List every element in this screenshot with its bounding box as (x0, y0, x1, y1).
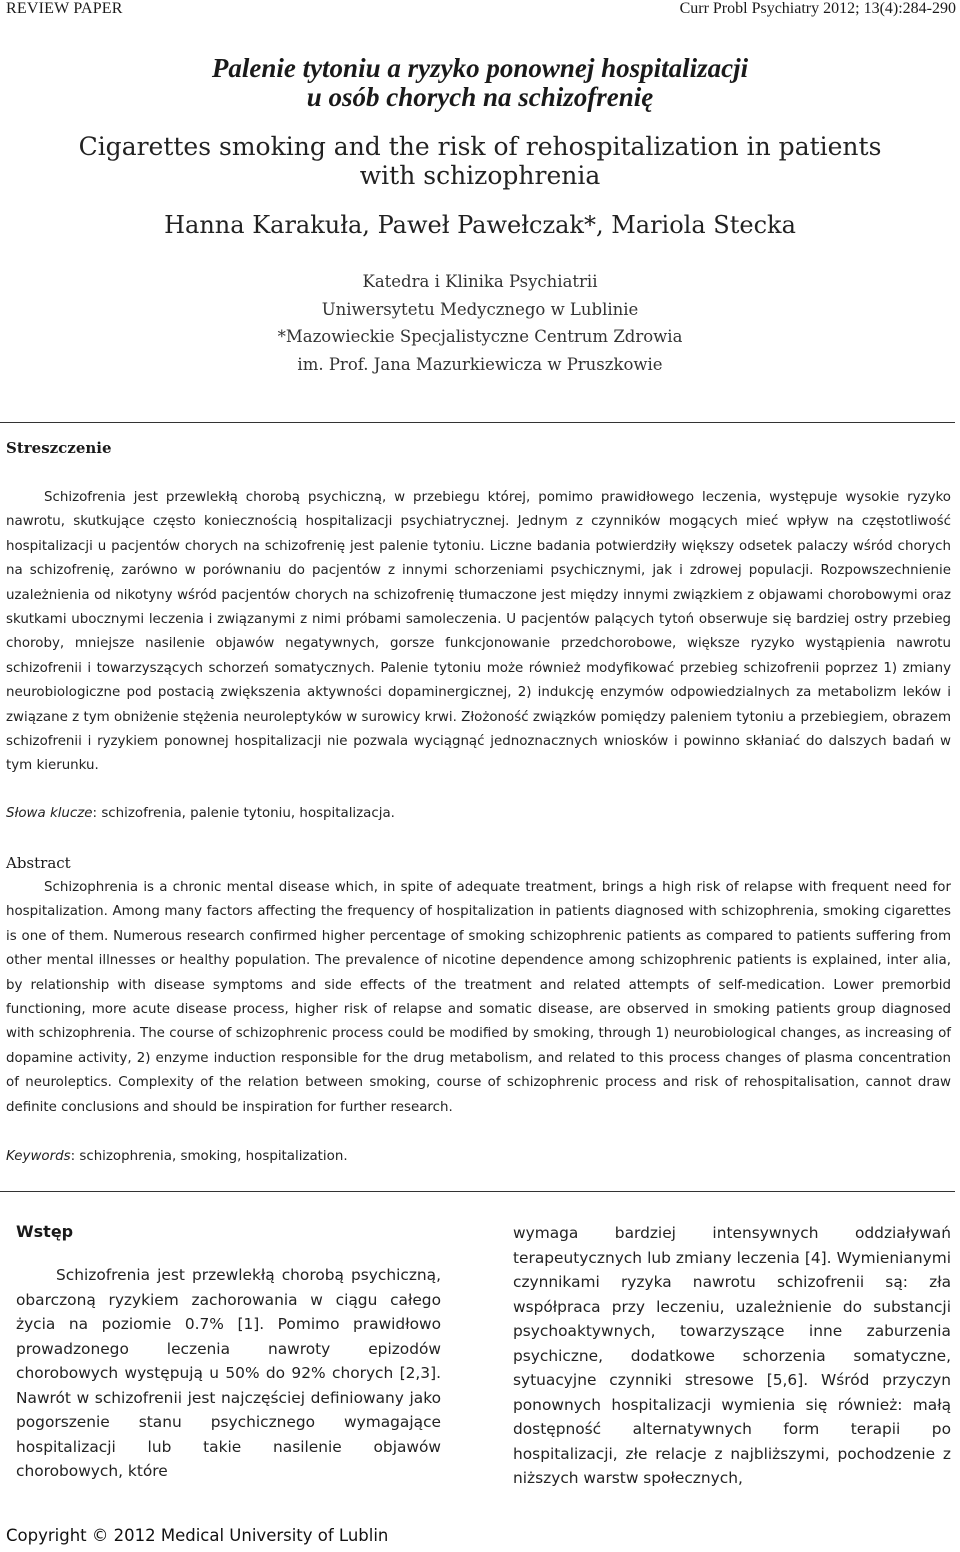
affiliations (0, 268, 960, 378)
affiliation-line: *Mazowieckie Specjalistyczne Centrum Zdrowia (277, 327, 683, 346)
title-polish (0, 54, 960, 112)
slowa-klucze-value: : schizofrenia, palenie tytoniu, hospitalizacja. (92, 806, 395, 821)
keywords-label: Keywords (6, 1149, 71, 1164)
streszczenie-heading: Streszczenie (6, 439, 112, 457)
affiliation-line: im. Prof. Jana Mazurkiewicza w Pruszkowie (297, 354, 663, 374)
intro-right-column (513, 1221, 951, 1491)
title-english-line-1: Cigarettes smoking and the risk of rehospitalization in patients (78, 132, 882, 161)
title-polish-line-2: u osób chorych na schizofrenię (306, 82, 654, 112)
intro-right-text: wymaga bardziej intensywnych oddziaływań terapeutycznych lub zmiany leczenia [4]. Wymienianymi czynnikami ryzyka nawrotu schizofrenii są: zła współpraca przy leczeniu, uzależnienie do substancji psychoaktywnych, towarzyszące inne zaburzenia psychiczne, dodatkowe schorzenia somatyczne, sytuacyjne czynniki stresowe [5,6]. Wśród przyczyn ponownych hospitalizacji wymienia się również: małą dostępność alternatywnych form terapii po hospitalizacji, złe relacje z najbliższymi, pochodzenie z niższych warstw społecznych, (513, 1224, 951, 1487)
title-english-line-2: with schizophrenia (359, 161, 601, 190)
intro-left-column (16, 1222, 441, 1484)
section-divider-top (0, 422, 955, 423)
keywords (6, 1149, 951, 1164)
slowa-klucze-label: Słowa klucze (6, 806, 93, 821)
title-polish-line-1: Palenie tytoniu a ryzyko ponownej hospitalizacji (211, 53, 749, 83)
copyright-footer: Copyright © 2012 Medical University of Lublin (6, 1526, 389, 1545)
journal-section-label: REVIEW PAPER (6, 0, 123, 17)
slowa-klucze (6, 806, 951, 821)
affiliation-line: Katedra i Klinika Psychiatrii (362, 272, 598, 291)
journal-citation: Curr Probl Psychiatry 2012; 13(4):284-290 (679, 0, 956, 17)
intro-heading: Wstęp (16, 1222, 74, 1241)
title-english (0, 132, 960, 190)
abstract-text: Schizophrenia is a chronic mental disease which, in spite of adequate treatment, brings a high risk of relapse with frequent need for hospitalization. Among many factors affecting the frequency of hospitalization in patients diagnosed with schizophrenia, smoking cigarettes is one of them. Numerous research confirmed higher percentage of smoking schizophrenic patients as compared to patients suffering from other mental illnesses or healthy population. The prevalence of nicotine dependence among schizophrenic patients is explained, inter alia, by relationship with disease symptoms and side effects of the treatment and related attempts of self-medication. Lower premorbid functioning, more acute disease process, higher risk of relapse and somatic disease, are observed in smoking patients group diagnosed with schizophrenia. The course of schizophrenic process could be modified by smoking, through 1) neurobiological changes, as increasing of dopamine activity, 2) enzyme induction responsible for the drug metabolism, and related to this process changes of plasma concentration of neuroleptics. Complexity of the relation between smoking, course of schizophrenic process and risk of rehospitalisation, cannot draw definite conclusions and should be inspiration for further research. (6, 880, 951, 1115)
keywords-value: : schizophrenia, smoking, hospitalization. (70, 1149, 348, 1164)
abstract-heading: Abstract (6, 854, 71, 872)
streszczenie-text: Schizofrenia jest przewlekłą chorobą psychiczną, w przebiegu której, pomimo prawidłowego leczenia, występuje wysokie ryzyko nawrotu, skutkujące często koniecznością hospitalizacji psychiatrycznej. Jednym z czynników mogących mieć wpływ na częstotliwość hospitalizacji u pacjentów chorych na schizofrenię jest palenie tytoniu. Liczne badania potwierdziły większy odsetek palaczy wśród chorych na schizofrenię, zarówno w porównaniu do pacjentów z innymi schorzeniami psychicznymi, jak i zdrowej populacji. Rozpowszechnienie uzależnienia od nikotyny wśród pacjentów chorych na schizofrenię tłumaczone jest między innymi związkiem z objawami chorobowymi oraz skutkami ubocznymi leczenia i związanymi z nimi próbami samoleczenia. U pacjentów palących tytoń obserwuje się bardziej ostry przebieg choroby, mniejsze nasilenie objawów negatywnych, gorsze funkcjonowanie przedchorobowe, większe ryzyko wystąpienia nawrotu schizofrenii i towarzyszących schorzeń somatycznych. Palenie tytoniu może również modyfikować przebieg schizofrenii poprzez 1) zmiany neurobiologiczne pod postacią zwiększenia aktywności dopaminergicznej, 2) indukcję enzymów odpowiedzialnych za metabolizm leków i związane z tym obniżenie stężenia neuroleptyków w surowicy krwi. Złożoność związków pomiędzy paleniem tytoniu a przebiegiem, obrazem schizofrenii i ryzykiem ponownej hospitalizacji nie pozwala wyciągnąć jednoznacznych wniosków i powinno skłaniać do dalszych badań w tym kierunku. (6, 490, 951, 774)
affiliation-line: Uniwersytetu Medycznego w Lublinie (321, 299, 639, 319)
intro-left-text: Schizofrenia jest przewlekłą chorobą psychiczną, obarczoną ryzykiem zachorowania w ciągu całego życia na poziomie 0.7% [1]. Pomimo prawidłowo prowadzonego leczenia nawroty epizodów chorobowych występują u 50% do 92% chorych [2,3]. Nawrót w schizofrenii jest najczęściej definiowany jako pogorszenie stanu psychicznego wymagające hospitalizacji lub takie nasilenie objawów chorobowych, które (16, 1266, 441, 1480)
authors: Hanna Karakuła, Paweł Pawełczak*, Mariola Stecka (164, 211, 796, 239)
section-divider-bottom (0, 1191, 955, 1192)
